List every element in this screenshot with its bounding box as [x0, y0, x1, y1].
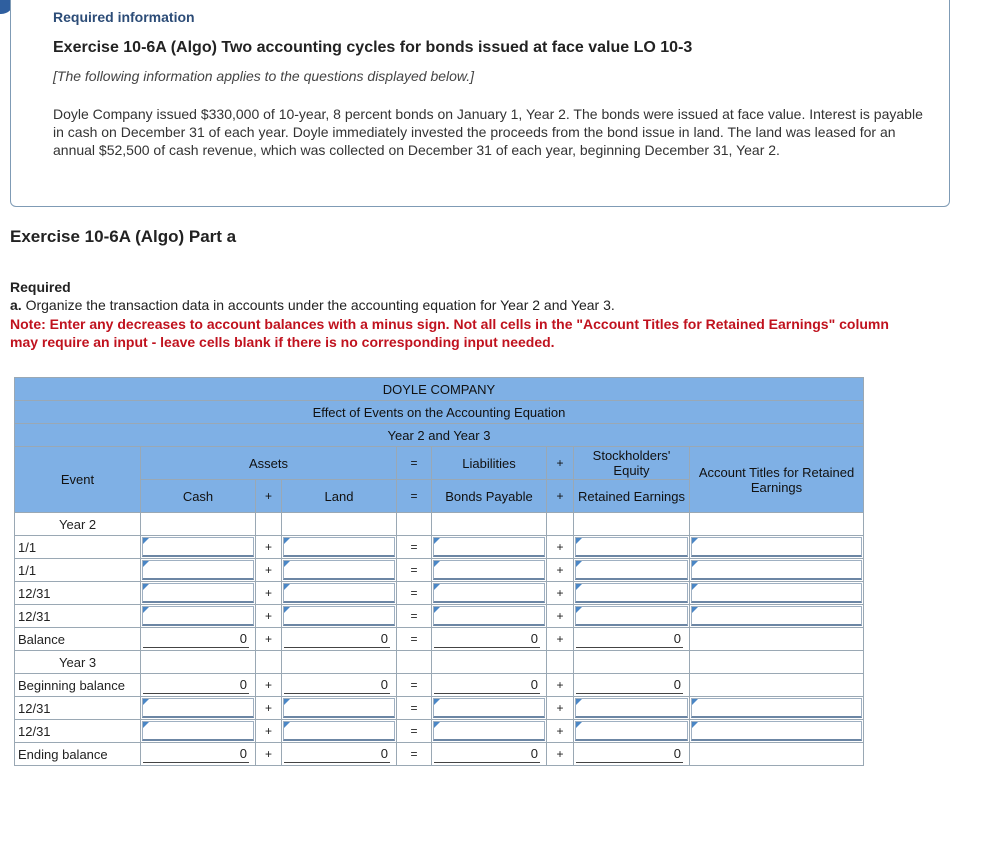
- retained-earnings-input[interactable]: [575, 537, 688, 557]
- equals-header: =: [397, 447, 432, 480]
- land-input[interactable]: [283, 698, 395, 718]
- year-2-label: Year 2: [15, 513, 141, 536]
- retained-earnings-header: Retained Earnings: [574, 480, 690, 513]
- equals-sign: =: [397, 697, 432, 720]
- bonds-payable-header: Bonds Payable: [432, 480, 547, 513]
- company-name: DOYLE COMPANY: [15, 378, 864, 401]
- table-subtitle: Effect of Events on the Accounting Equation: [15, 401, 864, 424]
- ending-balance-row: [15, 743, 864, 766]
- required-note: Note: Enter any decreases to account balances with a minus sign. Not all cells in the "Account Titles for Retained Earnings" column may require an input - leave cells blank if there is no corresponding input needed.: [10, 316, 889, 350]
- retained-earnings-input[interactable]: [575, 560, 688, 580]
- equals-sign: =: [397, 720, 432, 743]
- plus-sign: +: [256, 743, 282, 766]
- event-label: 12/31: [15, 582, 141, 605]
- beginning-balance-row: [15, 674, 864, 697]
- table-row: [15, 605, 864, 628]
- plus-sign: +: [256, 536, 282, 559]
- plus-sign: +: [256, 720, 282, 743]
- plus-header: +: [256, 480, 282, 513]
- year-3-label: Year 3: [15, 651, 141, 674]
- plus-sign: +: [547, 582, 574, 605]
- retained-earnings-input[interactable]: [575, 583, 688, 603]
- cash-input[interactable]: [142, 560, 254, 580]
- land-balance: 0: [284, 630, 390, 648]
- table-row: [15, 559, 864, 582]
- required-text: Organize the transaction data in accounts under the accounting equation for Year 2 and Year 3.: [21, 297, 615, 313]
- cash-input[interactable]: [142, 721, 254, 741]
- cash-input[interactable]: [142, 537, 254, 557]
- retained-earnings-input[interactable]: [575, 721, 688, 741]
- bonds-payable-input[interactable]: [433, 606, 545, 626]
- event-label: Ending balance: [15, 743, 141, 766]
- table-period: Year 2 and Year 3: [15, 424, 864, 447]
- bonds-payable-input[interactable]: [433, 560, 545, 580]
- land-input[interactable]: [283, 583, 395, 603]
- account-titles-header: Account Titles for Retained Earnings: [690, 447, 864, 513]
- bonds-payable-ending: 0: [434, 745, 540, 763]
- required-instruction: [10, 297, 615, 313]
- problem-description: Doyle Company issued $330,000 of 10-year, 8 percent bonds on January 1, Year 2. The bonds were issued at face value. Interest is payable in cash on December 31 of each year. Doyle immediately invested the proceeds from the bond issue in land. The land was leased for an annual $52,500 of cash revenue, which was collected on December 31 of each year, beginning December 31, Year 2.: [53, 106, 923, 158]
- plus-sign: +: [256, 674, 282, 697]
- retained-earnings-beginning: 0: [576, 676, 683, 694]
- plus-sign: +: [256, 628, 282, 651]
- event-label: Beginning balance: [15, 674, 141, 697]
- account-title-input[interactable]: [691, 698, 862, 718]
- cash-balance: 0: [143, 630, 249, 648]
- plus-header: +: [547, 480, 574, 513]
- equals-sign: =: [397, 743, 432, 766]
- equals-sign: =: [397, 674, 432, 697]
- equals-sign: =: [397, 536, 432, 559]
- land-header: Land: [282, 480, 397, 513]
- equals-sign: =: [397, 605, 432, 628]
- land-ending: 0: [284, 745, 390, 763]
- event-label: 12/31: [15, 720, 141, 743]
- plus-sign: +: [547, 559, 574, 582]
- bonds-payable-input[interactable]: [433, 583, 545, 603]
- plus-sign: +: [547, 674, 574, 697]
- cash-ending: 0: [143, 745, 249, 763]
- table-row: [15, 697, 864, 720]
- event-header: Event: [15, 447, 141, 513]
- equals-header: =: [397, 480, 432, 513]
- cash-input[interactable]: [142, 698, 254, 718]
- plus-sign: +: [547, 628, 574, 651]
- part-title: Exercise 10-6A (Algo) Part a: [10, 227, 237, 246]
- retained-earnings-balance: 0: [576, 630, 683, 648]
- bonds-payable-input[interactable]: [433, 537, 545, 557]
- account-title-input[interactable]: [691, 606, 862, 626]
- event-label: 12/31: [15, 605, 141, 628]
- land-beginning: 0: [284, 676, 390, 694]
- event-label: 12/31: [15, 697, 141, 720]
- plus-sign: +: [256, 605, 282, 628]
- plus-sign: +: [547, 605, 574, 628]
- exercise-title: Exercise 10-6A (Algo) Two accounting cycles for bonds issued at face value LO 10-3: [53, 39, 693, 56]
- account-title-input[interactable]: [691, 583, 862, 603]
- land-input[interactable]: [283, 606, 395, 626]
- accounting-equation-table: [14, 377, 864, 766]
- plus-sign: +: [547, 743, 574, 766]
- bonds-payable-input[interactable]: [433, 698, 545, 718]
- event-label: 1/1: [15, 559, 141, 582]
- info-heading: Required information: [53, 9, 195, 25]
- plus-sign: +: [547, 720, 574, 743]
- retained-earnings-input[interactable]: [575, 698, 688, 718]
- bonds-payable-input[interactable]: [433, 721, 545, 741]
- required-label: a.: [10, 297, 22, 313]
- cash-input[interactable]: [142, 583, 254, 603]
- equals-sign: =: [397, 559, 432, 582]
- plus-sign: +: [256, 582, 282, 605]
- assets-header: Assets: [141, 447, 397, 480]
- land-input[interactable]: [283, 560, 395, 580]
- equals-sign: =: [397, 582, 432, 605]
- plus-sign: +: [256, 697, 282, 720]
- cash-beginning: 0: [143, 676, 249, 694]
- land-input[interactable]: [283, 721, 395, 741]
- cash-input[interactable]: [142, 606, 254, 626]
- bonds-payable-beginning: 0: [434, 676, 540, 694]
- liabilities-header: Liabilities: [432, 447, 547, 480]
- stockholders-equity-header: Stockholders' Equity: [574, 447, 690, 480]
- account-title-input[interactable]: [691, 537, 862, 557]
- plus-sign: +: [256, 559, 282, 582]
- table-row: [15, 536, 864, 559]
- required-heading: Required: [10, 279, 71, 295]
- land-input[interactable]: [283, 537, 395, 557]
- required-information-box: [10, 0, 950, 207]
- plus-sign: +: [547, 536, 574, 559]
- retained-earnings-ending: 0: [576, 745, 683, 763]
- event-label: 1/1: [15, 536, 141, 559]
- table-row: [15, 720, 864, 743]
- plus-header: +: [547, 447, 574, 480]
- bonds-payable-balance: 0: [434, 630, 540, 648]
- balance-row: [15, 628, 864, 651]
- account-title-input[interactable]: [691, 721, 862, 741]
- cash-header: Cash: [141, 480, 256, 513]
- retained-earnings-input[interactable]: [575, 606, 688, 626]
- account-title-input[interactable]: [691, 560, 862, 580]
- info-note: [The following information applies to the questions displayed below.]: [53, 68, 475, 84]
- equals-sign: =: [397, 628, 432, 651]
- event-label: Balance: [15, 628, 141, 651]
- plus-sign: +: [547, 697, 574, 720]
- table-row: [15, 582, 864, 605]
